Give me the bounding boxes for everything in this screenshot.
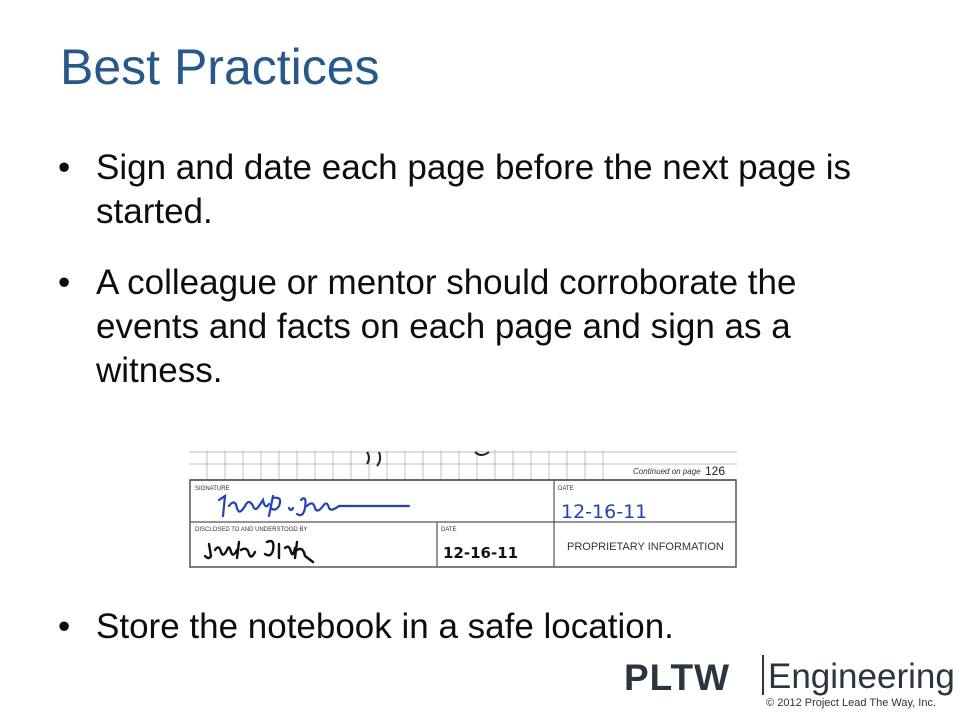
witness-signature-scribble xyxy=(205,541,313,562)
witness-date: 12-16-11 xyxy=(443,544,519,562)
notebook-signature-image xyxy=(189,450,737,568)
bullet-symbol: • xyxy=(58,263,71,302)
bullet-symbol: • xyxy=(58,607,71,646)
bullet-item xyxy=(58,261,888,393)
disclosed-label: DISCLOSED TO AND UNDERSTOOD BY xyxy=(195,527,308,533)
bullet-text: A colleague or mentor should corroborate the events and facts on each page and sign as a witness. xyxy=(96,263,797,390)
logo-separator xyxy=(762,655,764,695)
bullet-text: Store the notebook in a safe location. xyxy=(96,607,674,646)
witness-date-label: DATE xyxy=(441,527,457,533)
bullet-text: Sign and date each page before the next page is started. xyxy=(96,148,852,231)
bullet-item xyxy=(58,146,888,234)
signature-label: SIGNATURE xyxy=(195,486,230,492)
copyright-notice: © 2012 Project Lead The Way, Inc. xyxy=(766,697,936,709)
logo-engineering-text: Engineering xyxy=(768,657,955,696)
pltw-engineering-logo xyxy=(624,655,955,698)
continued-page: 126 xyxy=(705,464,726,478)
bullet-item xyxy=(58,605,888,649)
signature-date: 12-16-11 xyxy=(561,501,648,523)
proprietary-label: PROPRIETARY INFORMATION xyxy=(567,541,724,553)
date-label: DATE xyxy=(558,486,574,492)
bullet-symbol: • xyxy=(58,148,71,187)
slide-title: Best Practices xyxy=(60,39,380,95)
logo-pltw-text: PLTW xyxy=(624,657,731,698)
signature-scribble xyxy=(219,496,409,516)
continued-label: Continued on page xyxy=(633,467,701,476)
